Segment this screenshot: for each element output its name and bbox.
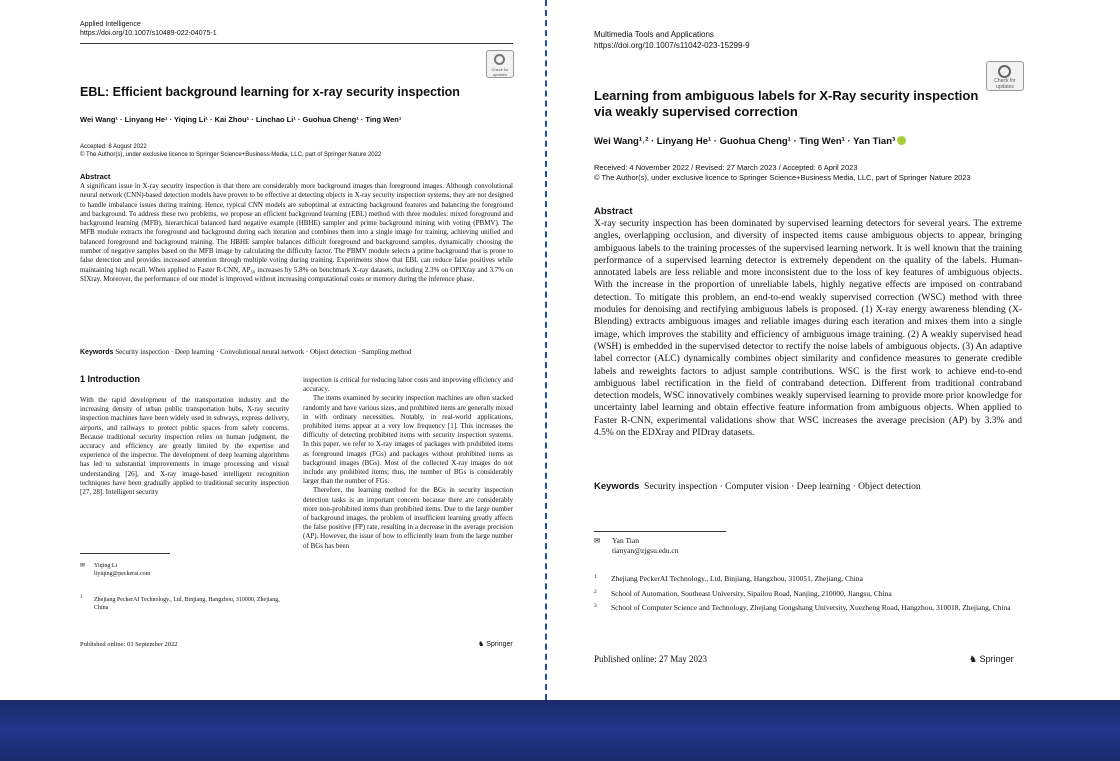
abstract-text: X-ray security inspection has been dominated by supervised learning detectors for several years. The extreme angles, overlapping occlusion, and diversity of inspected items cause ambiguous objects to appear, bringing ambiguous labels to the training processes of the supervised learning network. It is well known that the training performance of a supervised learning detector is extremely dependent on the quality of the labels. Human-annotated labels are less reliable and more inconsistent due to the loss of key features of ambiguous objects. With the increase in the proportion of unreliable labels, highly negative effects are imposed on contraband detection. To mitigate this problem, an end-to-end weakly supervised correction (WSC) method with three modules for denoising and rectifying ambiguous labels is proposed. (1) X-ray energy awareness blending (X-Blending) extracts ambiguous images and reliable images during each iteration and mixes them into a single image, which improves the stability and efficiency of ambiguous image training. (2) A weakly supervised head (WSH) is embedded in the supervised detector to rectify the noise labels of ambiguous objects. (3) An adaptive label corrector (ALC) dynamically combines object similarity and confidence measures to generate credible labels and reweights factors to adjust sample contributions. WSC is the first work to achieve end-to-end ambiguous label rectification in the field of contraband detection. Different from traditional contraband detection models, WSC innovatively combines weakly supervised learning to provide more prior knowledge for uncertainty label learning and obtain effective feature information from ambiguous objects. When applied to Faster R-CNN, experimental validations show that WSC increases the average precision (AP) by 3.3% and 4.5% on the EDXray and PIDray datasets.: [594, 219, 1022, 439]
affiliation: [594, 574, 1024, 584]
journal-name: Multimedia Tools and Applications: [594, 30, 714, 39]
keywords: [594, 481, 1024, 492]
corresponding-author: [594, 536, 678, 556]
badge-label: Check for updates: [994, 78, 1016, 90]
corresponding-author: [80, 562, 289, 578]
paragraph: inspection is critical for reducing labor costs and improving efficiency and accuracy.: [303, 376, 513, 394]
accepted-date: Accepted: 8 August 2022: [80, 144, 147, 150]
update-icon: [494, 54, 505, 65]
history-dates: Received: 4 November 2022 / Revised: 27 March 2023 / Accepted: 6 April 2023: [594, 163, 858, 172]
keywords-text: Security inspection · Deep learning · Convolutional neural network · Object detection · Sampling method: [115, 348, 412, 356]
published-date: Published online: 27 May 2023: [594, 654, 707, 664]
affiliation: [594, 603, 1024, 613]
page-divider: [545, 0, 547, 700]
check-for-updates-badge[interactable]: [486, 50, 514, 78]
footer-band: [0, 700, 1120, 761]
affiliation: 1 Zhejiang PeckerAI Technology., Ltd, Binjiang, Hangzhou, 310000, Zhejiang, China: [80, 595, 280, 611]
affiliation-text: Zhejiang PeckerAI Technology., Ltd, Binjiang, Hangzhou, 310051, Zhejiang, China: [611, 574, 863, 583]
license-text: © The Author(s), under exclusive licence to Springer Science+Business Media, LLC, part of Springer Nature 2023: [594, 173, 971, 182]
doi-link[interactable]: https://doi.org/10.1007/s10489-022-04075-1: [80, 30, 217, 37]
affiliation-number: 2: [594, 588, 597, 595]
keywords-label: Keywords: [594, 481, 640, 492]
abstract-heading: Abstract: [594, 206, 633, 217]
springer-horse-icon: ♞: [969, 654, 978, 664]
paragraph: The items examined by security inspection machines are often stacked randomly and have various sizes, and prohibited items are generally mixed in with ordinary necessities. Notably, in real-world applications, prohibited items appear at a very low frequency [1]. This increases the difficulty of detecting prohibited items with security inspection systems. In this paper, we refer to X-ray images of packages with prohibited items as foreground images (FGs) and packages without prohibited items as background images (BGs). Most of the collected X-ray images do not include any prohibited items; thus, the number of BGs is considerably larger than the number of FGs.: [303, 394, 513, 486]
dates-block: [594, 163, 971, 183]
body-column-1: With the rapid development of the transportation industry and the increasing density of urban public transportation hubs, X-ray security inspection machines have been widely used in subways, express delivery, airports, and railways to protect public spaces from safety concerns. Because traditional security inspection relies on human judgment, the accuracy and efficiency are greatly limited by the expertise and experience of the inspector. The development of deep learning algorithms has led to substantial improvements in image processing and visual understanding [26], and X-ray image-based intelligent recognition techniques have been gradually applied to traditional security inspection [27, 28]. Intelligent security: [80, 396, 289, 497]
contact-email[interactable]: liyiqing@peckerai.com: [94, 571, 151, 577]
affiliation: [594, 589, 1024, 599]
keywords-label: Keywords: [80, 349, 114, 356]
authors-text: Wei Wang¹ · Linyang He¹ · Yiqing Li¹ · Kai Zhou¹ · Linchao Li¹ · Guohua Cheng¹ · Ting Wen¹: [80, 115, 402, 124]
publisher-logo: [478, 640, 513, 648]
affiliation-text: School of Automation, Southeast University, Sipailou Road, Nanjing, 210000, Jiangsu, China: [611, 588, 892, 598]
doi-link[interactable]: https://doi.org/10.1007/s11042-023-15299-9: [594, 41, 750, 50]
dates-block: [80, 143, 381, 159]
left-paper-page: [0, 0, 543, 700]
springer-horse-icon: ♞: [478, 641, 485, 648]
published-date: Published online: 03 September 2022: [80, 641, 178, 648]
paper-title: Learning from ambiguous labels for X-Ray security inspection via weakly supervised correction: [594, 88, 979, 119]
footnote-rule: [80, 553, 170, 554]
author-list: [594, 136, 1074, 147]
contact-email[interactable]: tianyan@zjgsu.edu.cn: [612, 546, 679, 555]
orcid-icon[interactable]: [897, 136, 906, 145]
license-text: © The Author(s), under exclusive licence to Springer Science+Business Media, LLC, part of Springer Nature 2022: [80, 152, 382, 158]
abstract-heading: Abstract: [80, 172, 111, 181]
badge-label: Check for updates: [491, 67, 509, 77]
body-column-2: [303, 376, 513, 551]
affiliation-text: School of Computer Science and Technology, Zhejiang Gongshang University, Xuezheng Road, Hangzhou, 310018, Zhejiang, China: [611, 603, 1011, 612]
publisher-name: Springer: [486, 641, 513, 648]
contact-name: Yiqing Li: [94, 563, 118, 569]
affiliation-text: Zhejiang PeckerAI Technology., Ltd, Binjiang, Hangzhou, 310000, Zhejiang, China: [94, 597, 280, 611]
right-paper-page: [549, 0, 1120, 700]
section-heading: 1 Introduction: [80, 374, 140, 384]
affiliation-number: 1: [594, 574, 597, 580]
keywords-text: Security inspection · Computer vision · Deep learning · Object detection: [644, 482, 921, 492]
contact-name: Yan Tian: [612, 536, 639, 545]
journal-name: Applied Intelligence: [80, 21, 141, 28]
mail-icon: ✉: [80, 563, 86, 569]
publisher-name: Springer: [979, 654, 1014, 664]
journal-header: [594, 29, 750, 51]
affiliation-number: 3: [594, 603, 597, 609]
affiliations-list: [594, 574, 1024, 618]
publisher-logo: [969, 654, 1014, 665]
authors-text: Wei Wang¹˒² · Linyang He¹ · Guohua Cheng¹ · Ting Wen¹ · Yan Tian³: [594, 136, 896, 147]
keywords: [80, 348, 513, 356]
paragraph: Therefore, the learning method for the BGs in security inspection detection tasks is an important concern because there are considerably more non-prohibited items than prohibited items. Due to the large number of background images, the problem of insufficient learning greatly affects the false positive (FP) rate, resulting in a decrease in the average precision (AP). However, the issue of how to efficiently learn from the large number of BGs has been: [303, 486, 513, 550]
mail-icon: ✉: [594, 536, 601, 545]
check-for-updates-badge[interactable]: [986, 61, 1024, 91]
journal-header: [80, 20, 217, 38]
header-rule: [80, 43, 513, 44]
paper-title: EBL: Efficient background learning for x-ray security inspection: [80, 85, 460, 99]
abstract-text: A significant issue in X-ray security inspection is that there are considerably more background images than foreground images. Although convolutional neural network (CNN)-based detection models have proven to be effective at detecting objects in X-ray security inspection systems, they are not designed to handle imbalance issues during training. Hence, typical CNN models are suboptimal at extracting background features and balancing the foreground and background. To address these two problems, we propose an efficient background learning (EBL) method with three modules: mixed foreground and background learning (MFB), hierarchical balanced hard negative example (HBHE) sampler and prime background mining with voting (PBMV). The MFB module extracts the foreground and background during each iteration and combines them into a single image for training, achieving unified and balanced foreground and background training. The HBHE sampler balances difficult foreground and background samples, dynamically choosing the number of negative samples based on the MFB image by calculating the difficulty factor. The PBMV module selects a prime background that is prone to false detection and provides increased attention through multiple voting during training. Experiments show that EBL can reduce false positives while maintaining high recall. When applied to Faster R-CNN, AP₅₀ increases by 5.8% on benchmark X-ray datasets, including 2.3% on OPIXray and 3.7% on SIXray. Moreover, the performance of our model is improved without increasing computational costs or memory during the inference phase.: [80, 182, 513, 283]
author-list: [80, 115, 520, 124]
footnote-rule: [594, 531, 726, 532]
update-icon: [998, 65, 1011, 78]
